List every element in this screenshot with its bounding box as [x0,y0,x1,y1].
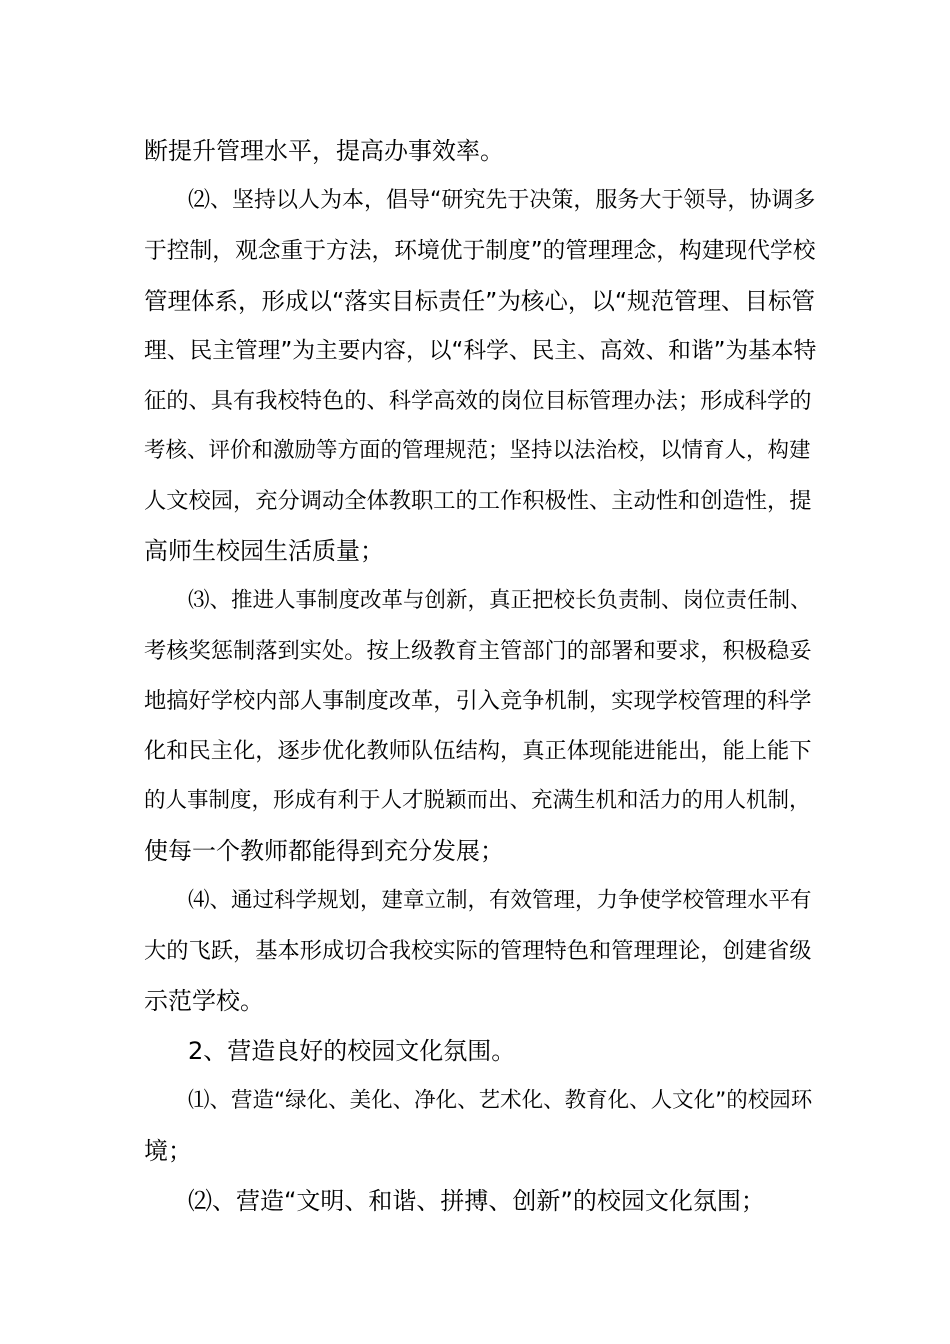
text-line: ⑴、营造“绿化、美化、净化、艺术化、教育化、人文化”的校园环 [188,1088,813,1113]
text-line: 管理体系，形成以“落实目标责任”为核心，以“规范管理、目标管 [144,287,816,315]
text-line: 2、营造良好的校园文化氛围。 [188,1037,516,1065]
text-line: 人文校园，充分调动全体教职工的工作积极性、主动性和创造性，提 [144,488,812,514]
text-line: 示范学校。 [144,987,264,1015]
paragraph-culture-item-1 [144,1076,816,1176]
text-line: 境； [144,1137,192,1165]
text-line: 考核、评价和激励等方面的管理规范；坚持以法治校，以情育人，构建 [144,438,811,463]
paragraph-item-3 [144,576,816,876]
section-heading-2 [144,1026,816,1076]
document-body [144,126,816,1226]
paragraph-continuation [144,126,816,176]
text-line: ⑷、通过科学规划，建章立制，有效管理，力争使学校管理水平有 [188,888,812,913]
text-line: 地搞好学校内部人事制度改革，引入竞争机制，实现学校管理的科学 [144,688,812,714]
paragraph-item-4 [144,876,816,1026]
paragraph-item-2 [144,176,816,576]
text-line: ⑵、坚持以人为本，倡导“研究先于决策，服务大于领导，协调多 [188,188,816,213]
text-line: 大的飞跃，基本形成切合我校实际的管理特色和管理理论，创建省级 [144,938,812,964]
text-line: ⑶、推进人事制度改革与创新，真正把校长负责制、岗位责任制、 [188,588,812,613]
text-line: 的人事制度，形成有利于人才脱颖而出、充满生机和活力的用人机制， [144,788,811,813]
text-line: 于控制，观念重于方法，环境优于制度”的管理理念，构建现代学校 [144,238,816,264]
paragraph-culture-item-2 [144,1176,816,1226]
text-line: 征的、具有我校特色的、科学高效的岗位目标管理办法；形成科学的 [144,388,812,414]
text-line: 断提升管理水平，提高办事效率。 [144,137,504,165]
text-line: 考核奖惩制落到实处。按上级教育主管部门的部署和要求，积极稳妥 [144,638,812,664]
text-line: 化和民主化，逐步优化教师队伍结构，真正体现能进能出，能上能下 [144,738,812,764]
text-line: ⑵、营造“文明、和谐、拼搏、创新”的校园文化氛围； [188,1187,765,1215]
text-line: 理、民主管理”为主要内容，以“科学、民主、高效、和谐”为基本特 [144,338,817,364]
text-line: 高师生校园生活质量； [144,537,384,565]
text-line: 使每一个教师都能得到充分发展； [144,837,504,865]
